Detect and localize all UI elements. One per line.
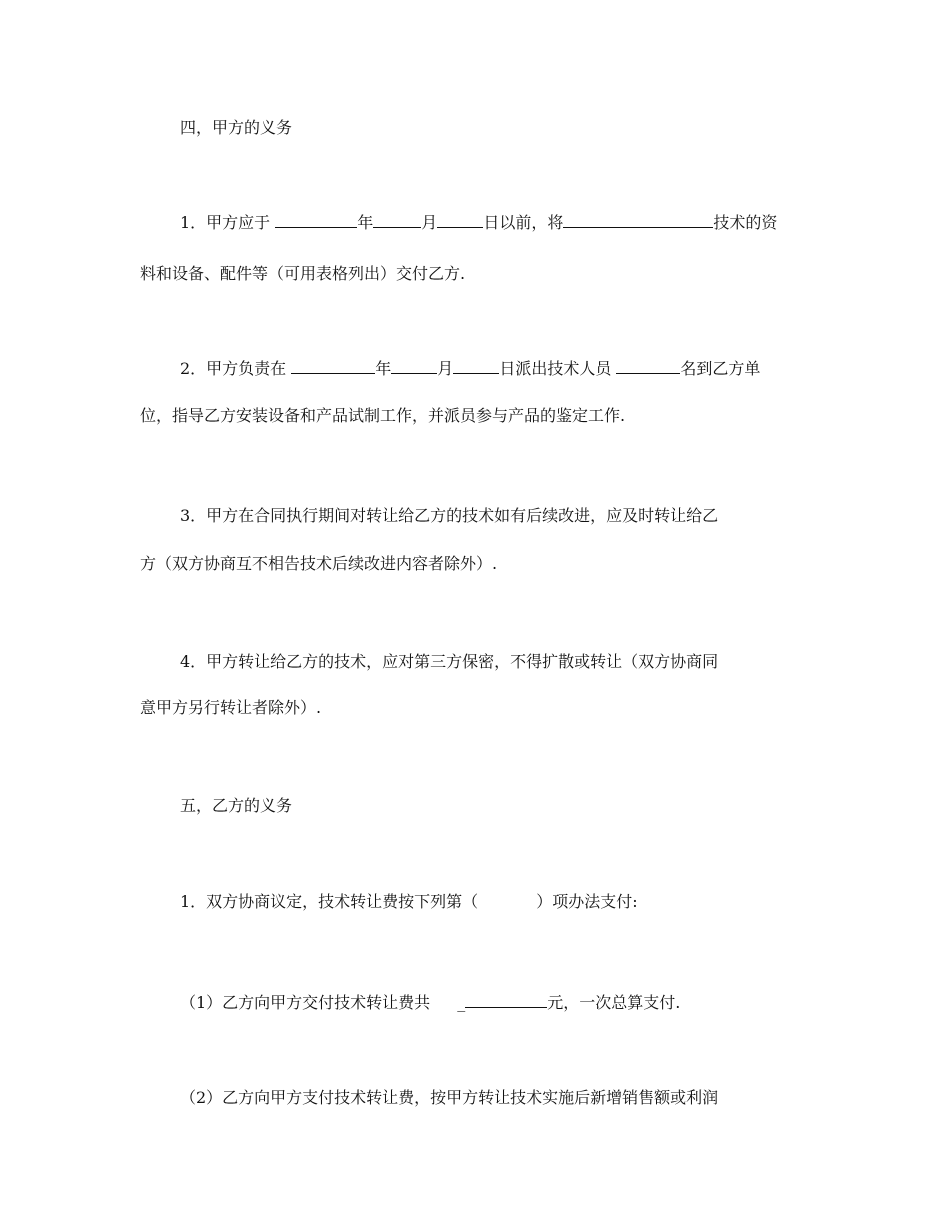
year-blank[interactable] [275, 212, 357, 228]
s4-item4-line2: 意甲方另行转让者除外）. [140, 698, 322, 717]
s4-item2-line1 [180, 358, 760, 378]
s4-item4-line1: 4．甲方转让给乙方的技术，应对第三方保密，不得扩散或转让（双方协商同 [180, 652, 719, 671]
s4-item2-text-e: 名到乙方单 [680, 359, 761, 378]
s4-item2-text-a: 2．甲方负责在 [180, 359, 292, 378]
s4-item1-line1 [180, 212, 777, 232]
section-5-heading: 五，乙方的义务 [180, 796, 293, 815]
s4-item1-text-b: 年 [357, 213, 374, 232]
s5-option1-text-a: （1）乙方向甲方交付技术转让费共 [180, 993, 436, 1012]
technology-name-blank[interactable] [563, 212, 713, 228]
s4-item1-text-a: 1．甲方应于 [180, 213, 276, 232]
s4-item3-line1: 3．甲方在合同执行期间对转让给乙方的技术如有后续改进，应及时转让给乙 [180, 506, 719, 525]
s5-item1-text-b: ）项办法支付: [536, 892, 638, 911]
s4-item3-line2: 方（双方协商互不相告技术后续改进内容者除外）. [140, 554, 498, 573]
s5-option1-line [180, 992, 680, 1012]
month-blank[interactable] [391, 358, 437, 374]
month-blank[interactable] [373, 212, 421, 228]
s4-item1-text-c: 月 [421, 213, 438, 232]
staff-count-blank[interactable] [616, 358, 680, 374]
day-blank[interactable] [453, 358, 499, 374]
s5-item1-text-a: 1．双方协商议定，技术转让费按下列第（ [180, 892, 479, 911]
year-blank[interactable] [291, 358, 375, 374]
s5-option1-text-b: 元，一次总算支付. [547, 993, 681, 1012]
section-4-heading: 四，甲方的义务 [180, 118, 293, 137]
s5-item1-line [180, 892, 638, 912]
s4-item2-text-b: 年 [375, 359, 392, 378]
s5-option2-line1: （2）乙方向甲方支付技术转让费，按甲方转让技术实施后新增销售额或利润 [180, 1088, 719, 1107]
day-blank[interactable] [437, 212, 483, 228]
s4-item2-text-d: 日派出技术人员 [499, 359, 617, 378]
amount-blank[interactable] [465, 992, 547, 1008]
s4-item1-line2: 料和设备、配件等（可用表格列出）交付乙方. [140, 264, 466, 283]
s5-option1-underscore: _ [457, 993, 466, 1012]
s4-item2-text-c: 月 [437, 359, 454, 378]
s4-item2-line2: 位，指导乙方安装设备和产品试制工作，并派员参与产品的鉴定工作. [140, 406, 626, 425]
s4-item1-text-d: 日以前，将 [483, 213, 564, 232]
s4-item1-text-e: 技术的资 [713, 213, 778, 232]
